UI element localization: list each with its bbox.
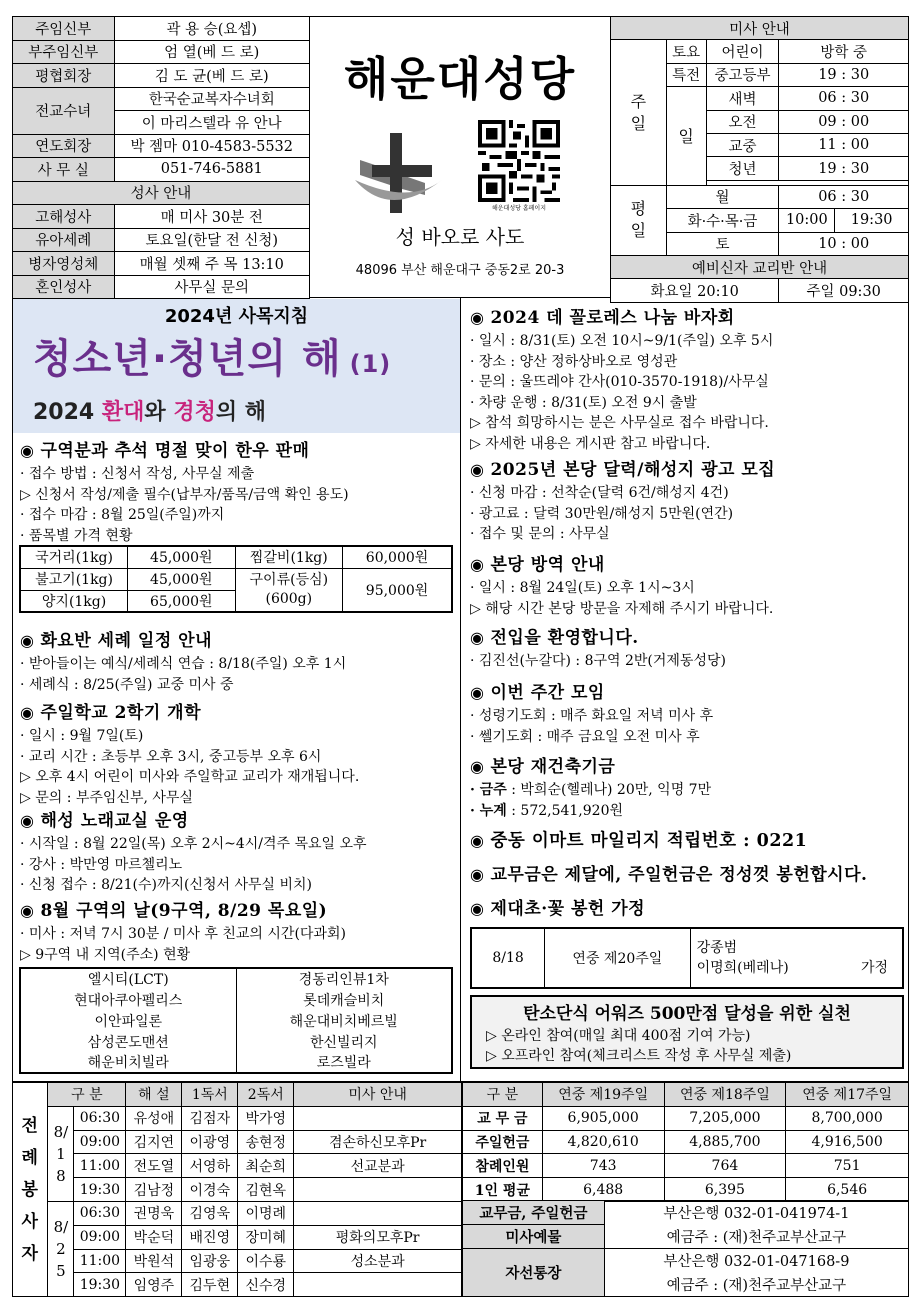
account-number: 부산은행 032-01-041974-1 (604, 1201, 908, 1225)
price-item: 불고기(1kg) (20, 568, 128, 590)
church-header (310, 16, 610, 298)
banner-top: 2024년 사목지침 (164, 306, 309, 327)
mass-youth: 중고등부 (706, 63, 779, 86)
finance-value: 4,916,500 (786, 1130, 909, 1154)
parish-info-table (12, 16, 310, 299)
info-label: 고해성사 (13, 205, 115, 229)
section-beef-sale: ◉ 구역분과 추석 명절 맞이 한우 판매 · 접수 방법 : 신청서 작성, 사무실 제출 ▷ 신청서 작성/제출 필수(납부자/품목/금액 확인 용도) · 접수 마감 : 8월 25일(주일)까지 · 품목별 가격 현황 (20, 438, 349, 546)
section-title: 본당 재건축기금 (490, 757, 616, 777)
section-offering: ◉ 교무금은 제달에, 주일헌금은 정성껏 봉헌합시다. (470, 865, 868, 885)
mass-sat: 토 (666, 232, 779, 255)
mass-tue-time2: 19:30 (835, 209, 909, 232)
finance-header: 연중 제17주일 (786, 1083, 909, 1107)
duty-time: 19:30 (74, 1178, 126, 1202)
info-label: 부주임신부 (13, 40, 115, 64)
info-value: 매월 셋째 주 목 13:10 (114, 252, 310, 276)
section-line: ▷ 9구역 내 지역(주소) 현황 (20, 946, 191, 963)
mass-young: 청년 (706, 157, 779, 180)
info-value: 곽 용 승(요셉) (114, 17, 310, 41)
duty-guide (294, 1273, 462, 1297)
duty-time: 19:30 (74, 1273, 126, 1297)
section-title: 2024 데 꼴로레스 나눔 바자회 (490, 308, 735, 328)
section-disinfection: ◉ 본당 방역 안내 · 일시 : 8월 24일(토) 오후 1시~3시 ▷ 해당 시간 본당 방문을 자제해 주시기 바랍니다. (470, 552, 773, 619)
info-value: 이 마리스텔라 유 안나 (114, 111, 310, 135)
info-value: 토요일(한달 전 신청) (114, 228, 310, 252)
price-value: 65,000원 (128, 590, 235, 612)
section-title: 제대초·꽃 봉헌 가정 (490, 899, 646, 919)
section-title: 8월 구역의 날(9구역, 8/29 목요일) (40, 901, 328, 921)
mass-morning-time: 09 : 00 (779, 110, 909, 133)
mass-children: 어린이 (706, 40, 779, 63)
finance-value: 751 (786, 1154, 909, 1178)
section-line: ▷ 자세한 내용은 게시판 참고 바랍니다. (470, 435, 711, 452)
info-label: 전교수녀 (13, 87, 115, 134)
account-number: 부산은행 032-01-047168-9 (604, 1249, 908, 1273)
price-item: 구이류(등심)(600g) (235, 568, 343, 612)
mass-mon: 월 (666, 185, 779, 208)
price-item: 양지(1kg) (20, 590, 128, 612)
section-title: 본당 방역 안내 (490, 555, 605, 575)
duty-reader2: 김현옥 (238, 1178, 294, 1202)
catechism-tue: 화요일 20:10 (611, 279, 779, 302)
finance-value: 8,700,000 (786, 1106, 909, 1130)
duty-reader1: 임광웅 (182, 1249, 238, 1273)
finance-label: 교 무 금 (463, 1106, 543, 1130)
section-line: · 일시 : 8월 24일(토) 오후 1시~3시 (470, 580, 695, 596)
finance-value: 6,905,000 (542, 1106, 664, 1130)
price-value: 60,000원 (343, 546, 452, 568)
section-sunday-school: ◉ 주일학교 2학기 개학 · 일시 : 9월 7일(토) · 교리 시간 : 초등부 오후 3시, 중고등부 오후 6시 ▷ 오후 4시 어린이 미사와 주일학교 교리가 재개됩니다. ▷ 문의 : 부주임신부, 사무실 (20, 700, 359, 808)
section-altar-flowers: ◉ 제대초·꽃 봉헌 가정 (470, 899, 646, 919)
area-name: 엘시티(LCT) (20, 968, 236, 989)
duty-guide: 평화의모후Pr (294, 1225, 462, 1249)
finance-value: 764 (664, 1154, 786, 1178)
duty-reader2: 장미혜 (238, 1225, 294, 1249)
section-line: ▷ 신청서 작성/제출 필수(납부자/품목/금액 확인 용도) (20, 486, 349, 503)
bank-account-table (462, 1200, 909, 1297)
section-district-day: ◉ 8월 구역의 날(9구역, 8/29 목요일) · 미사 : 저녁 7시 30분 / 미사 후 친교의 시간(다과회) ▷ 9구역 내 지역(주소) 현황 (20, 898, 346, 965)
section-singing-class: ◉ 해성 노래교실 운영 · 시작일 : 8월 22일(목) 오후 2시~4시/격주 목요일 오후 · 강사 : 박만영 마르첼리노 · 신청 접수 : 8/21(수)까지(신청서 사무실 비치) (20, 808, 367, 896)
account-holder: 예금주 : (재)천주교부산교구 (604, 1273, 908, 1297)
duty-commentator: 전도열 (126, 1154, 182, 1178)
area-name: 경동리인뷰1차 (236, 968, 452, 989)
section-line: · 광고료 : 달력 30만원/해성지 5만원(연간) (470, 505, 734, 522)
altar-flower-table (470, 927, 904, 989)
duty-reader2: 신수경 (238, 1273, 294, 1297)
finance-label: 1인 평균 (463, 1178, 543, 1202)
account-label: 자선통장 (463, 1249, 605, 1297)
section-mileage: ◉ 중동 이마트 마일리지 적립번호 : 0221 (470, 831, 808, 851)
duty-commentator: 박원석 (126, 1249, 182, 1273)
area-name: 한신빌리지 (236, 1031, 452, 1052)
liturgy-duty-table (12, 1082, 462, 1297)
section-line: · 누계 : 572,541,920원 (470, 802, 624, 819)
duty-reader2: 송현정 (238, 1130, 294, 1154)
weekday-label: 평일 (611, 185, 667, 255)
section-line: · 미사 : 저녁 7시 30분 / 미사 후 친교의 시간(다과회) (20, 926, 346, 942)
price-value: 95,000원 (343, 568, 452, 612)
sat-label: 토요 (666, 40, 706, 63)
section-line: · 받아들이는 예식/세례식 연습 : 8/18(주일) 오후 1시 (20, 656, 347, 672)
finance-value: 4,885,700 (664, 1130, 786, 1154)
area-name: 롯데캐슬비치 (236, 989, 452, 1010)
carbon-title: 탄소단식 어워즈 500만점 달성을 위한 실천 (523, 1004, 851, 1024)
duty-time: 06:30 (74, 1201, 126, 1225)
info-value: 매 미사 30분 전 (114, 205, 310, 229)
section-line: · 성령기도회 : 매주 화요일 저녁 미사 후 (470, 708, 714, 724)
duty-time: 11:00 (74, 1249, 126, 1273)
section-line: ▷ 해당 시간 본당 방문을 자제해 주시기 바랍니다. (470, 600, 774, 617)
info-label: 사 무 실 (13, 158, 115, 182)
area-name: 로즈빌라 (236, 1052, 452, 1073)
info-value: 박 젬마 010-4583-5532 (114, 134, 310, 158)
duty-reader2: 이수룡 (238, 1249, 294, 1273)
patron-saint: 성 바오로 사도 (395, 225, 525, 249)
info-value: 사무실 문의 (114, 275, 310, 299)
section-line: · 문의 : 울뜨레야 간사(010-3570-1918)/사무실 (470, 374, 769, 390)
mass-school-time: 11 : 00 (779, 133, 909, 156)
section-line: · 신청 접수 : 8/21(수)까지(신청서 사무실 비치) (20, 877, 313, 893)
duty-time: 09:00 (74, 1225, 126, 1249)
section-title: 중동 이마트 마일리지 적립번호 : 0221 (490, 831, 808, 851)
carbon-line: ▷ 온라인 참여(매일 최대 400점 기여 가능) (486, 1028, 751, 1044)
catechism-sun: 주일 09:30 (779, 279, 909, 302)
mass-sat-time: 10 : 00 (779, 232, 909, 255)
section-weekly-meetings: ◉ 이번 주간 모임 · 성령기도회 : 매주 화요일 저녁 미사 후 · 쎌기도회 : 매주 금요일 오전 미사 후 (470, 680, 713, 747)
price-value: 45,000원 (128, 568, 235, 590)
info-label: 주임신부 (13, 17, 115, 41)
finance-value: 4,820,610 (542, 1130, 664, 1154)
duty-time: 11:00 (74, 1154, 126, 1178)
section-welcome: ◉ 전입을 환영합니다. · 김진선(누갈다) : 8구역 2반(거제동성당) (470, 625, 726, 672)
finance-value: 743 (542, 1154, 664, 1178)
section-title: 이번 주간 모임 (490, 683, 605, 703)
section-line: · 시작일 : 8월 22일(목) 오후 2시~4시/격주 목요일 오후 (20, 836, 367, 852)
mass-schedule-table (610, 16, 909, 303)
area-name: 해운비치빌라 (20, 1052, 236, 1073)
info-value: 엄 열(베 드 로) (114, 40, 310, 64)
pastoral-banner (13, 299, 460, 433)
duty-date: 8/25 (48, 1201, 74, 1296)
section-bazaar: ◉ 2024 데 꼴로레스 나눔 바자회 · 일시 : 8/31(토) 오전 10시~9/1(주일) 오후 5시 · 장소 : 양산 정하상바오로 영성관 · 문의 : 울뜨레야 간사(010-3570-1918)/사무실 · 차량 운행 : 8/31(토) 오전 9시 출발 ▷ 참석 희망하시는 분은 사무실로 접수 바랍니다. ▷ 자세한 내용은 게시판 참고 바랍니다. (470, 305, 773, 454)
duty-header: 해 설 (126, 1083, 182, 1107)
section-title: 전입을 환영합니다. (490, 628, 639, 648)
section-line: · 접수 방법 : 신청서 작성, 사무실 제출 (20, 466, 255, 482)
section-title: 2025년 본당 달력/해성지 광고 모집 (490, 460, 776, 480)
section-title: 교무금은 제달에, 주일헌금은 정성껏 봉헌합시다. (490, 865, 868, 885)
banner-main: 청소년·청년의 해 (1) (33, 336, 392, 382)
section-line: · 일시 : 9월 7일(토) (20, 728, 144, 744)
mass-dawn-time: 06 : 30 (779, 87, 909, 110)
mass-mon-time: 06 : 30 (779, 185, 909, 208)
section-line: · 차량 운행 : 8/31(토) 오전 9시 출발 (470, 394, 697, 411)
account-label: 미사예물 (463, 1225, 605, 1249)
area-name: 삼성콘도맨션 (20, 1031, 236, 1052)
duty-commentator: 권명욱 (126, 1201, 182, 1225)
info-value: 한국순교복자수녀회 (114, 87, 310, 111)
duty-commentator: 김남정 (126, 1178, 182, 1202)
info-label: 유아세례 (13, 228, 115, 252)
duty-reader1: 김두현 (182, 1273, 238, 1297)
duty-reader1: 김점자 (182, 1106, 238, 1130)
qr-caption: 해운대성당 홈페이지 (491, 205, 547, 212)
info-label: 평협회장 (13, 64, 115, 88)
info-value: 김 도 균(베 드 로) (114, 64, 310, 88)
mass-school: 교중 (706, 133, 779, 156)
section-title: 해성 노래교실 운영 (40, 811, 189, 831)
info-label: 병자영성체 (13, 252, 115, 276)
carbon-line: ▷ 오프라인 참여(체크리스트 작성 후 사무실 제출) (486, 1048, 792, 1064)
duty-reader2: 박가영 (238, 1106, 294, 1130)
mass-tue-time1: 10:00 (779, 209, 835, 232)
section-calendar-ad: ◉ 2025년 본당 달력/해성지 광고 모집 · 신청 마감 : 선착순(달력 6건/해성지 4건) · 광고료 : 달력 30만원/해성지 5만원(연간) · 접수 및 문의 : 사무실 (470, 457, 775, 545)
section-line: · 금주 : 박희순(헬레나) 20만, 익명 7만 (470, 782, 712, 798)
section-baptism: ◉ 화요반 세례 일정 안내 · 받아들이는 예식/세례식 연습 : 8/18(주일) 오후 1시 · 세례식 : 8/25(주일) 교중 미사 중 (20, 628, 346, 695)
section-line: · 일시 : 8/31(토) 오전 10시~9/1(주일) 오후 5시 (470, 333, 774, 349)
price-table (19, 545, 453, 613)
duty-reader2: 이명례 (238, 1201, 294, 1225)
finance-header: 연중 제19주일 (542, 1083, 664, 1107)
duty-header: 미사 안내 (294, 1083, 462, 1107)
finance-value: 7,205,000 (664, 1106, 786, 1130)
qr-code-icon (478, 120, 560, 202)
flower-family: 강종범 이명희(베레나) 가정 (690, 928, 903, 988)
duty-reader1: 이경숙 (182, 1178, 238, 1202)
sunday-label: 주일 (611, 40, 667, 185)
mass-dawn: 새벽 (706, 87, 779, 110)
section-line: · 장소 : 양산 정하상바오로 영성관 (470, 353, 678, 370)
duty-reader1: 이광영 (182, 1130, 238, 1154)
area-name: 이안파일론 (20, 1010, 236, 1031)
section-line: · 품목별 가격 현황 (20, 527, 133, 544)
mass-morning: 오전 (706, 110, 779, 133)
sacrament-title: 성사 안내 (13, 181, 310, 205)
area-name: 해운대비치베르빌 (236, 1010, 452, 1031)
info-label: 연도회장 (13, 134, 115, 158)
il-label: 일 (666, 87, 706, 186)
duty-time: 06:30 (74, 1106, 126, 1130)
duty-commentator: 김지연 (126, 1130, 182, 1154)
duty-header: 구 분 (48, 1083, 126, 1107)
mass-children-time: 방학 중 (779, 40, 909, 63)
section-line: · 세례식 : 8/25(주일) 교중 미사 중 (20, 676, 234, 693)
duty-commentator: 박순덕 (126, 1225, 182, 1249)
duty-guide: 선교분과 (294, 1154, 462, 1178)
area-name: 현대아쿠아펠리스 (20, 989, 236, 1010)
duty-guide: 겸손하신모후Pr (294, 1130, 462, 1154)
church-logo-icon (350, 125, 450, 215)
duty-guide: 성소분과 (294, 1249, 462, 1273)
price-value: 45,000원 (128, 546, 235, 568)
duty-commentator: 임영주 (126, 1273, 182, 1297)
price-item: 국거리(1kg) (20, 546, 128, 568)
duty-header: 2독서 (238, 1083, 294, 1107)
section-title: 화요반 세례 일정 안내 (40, 631, 213, 651)
section-title: 구역분과 추석 명절 맞이 한우 판매 (40, 441, 310, 461)
flower-week: 연중 제20주일 (545, 928, 690, 988)
section-line: · 교리 시간 : 초등부 오후 3시, 중고등부 오후 6시 (20, 748, 322, 765)
price-item: 찜갈비(1kg) (235, 546, 343, 568)
duty-reader2: 최순희 (238, 1154, 294, 1178)
section-line: · 쎌기도회 : 매주 금요일 오전 미사 후 (470, 728, 700, 745)
flower-date: 8/18 (471, 928, 545, 988)
duty-reader1: 배진영 (182, 1225, 238, 1249)
duty-commentator: 유성애 (126, 1106, 182, 1130)
duty-header: 1독서 (182, 1083, 238, 1107)
church-address: 48096 부산 해운대구 중동2로 20-3 (355, 263, 565, 278)
section-line: · 김진선(누갈다) : 8구역 2반(거제동성당) (470, 653, 726, 669)
finance-table (462, 1082, 909, 1202)
duty-time: 09:00 (74, 1130, 126, 1154)
account-label: 교무금, 주일헌금 (463, 1201, 605, 1225)
section-line: ▷ 참석 희망하시는 분은 사무실로 접수 바랍니다. (470, 415, 769, 431)
duty-guide (294, 1106, 462, 1130)
section-line: · 신청 마감 : 선착순(달력 6건/해성지 4건) (470, 485, 729, 501)
finance-label: 참례인원 (463, 1154, 543, 1178)
duty-date: 8/18 (48, 1106, 74, 1201)
account-holder: 예금주 : (재)천주교부산교구 (604, 1225, 908, 1249)
info-value: 051-746-5881 (114, 158, 310, 182)
mass-young-time: 19 : 30 (779, 157, 909, 180)
special-label: 특전 (666, 63, 706, 86)
church-name: 해운대성당 (343, 52, 577, 106)
finance-value: 6,546 (786, 1178, 909, 1202)
duty-guide (294, 1178, 462, 1202)
duty-guide (294, 1201, 462, 1225)
info-label: 혼인성사 (13, 275, 115, 299)
duty-reader1: 김영욱 (182, 1201, 238, 1225)
duty-side-label: 전례봉사자 (12, 1083, 48, 1297)
section-line: · 강사 : 박만영 마르첼리노 (20, 856, 183, 873)
mass-tue: 화·수·목·금 (666, 209, 779, 232)
mass-title: 미사 안내 (611, 17, 909, 40)
section-line: ▷ 오후 4시 어린이 미사와 주일학교 교리가 재개됩니다. (20, 769, 360, 785)
finance-value: 6,488 (542, 1178, 664, 1202)
section-line: · 접수 및 문의 : 사무실 (470, 526, 610, 542)
finance-value: 6,395 (664, 1178, 786, 1202)
section-line: · 접수 마감 : 8월 25일(주일)까지 (20, 507, 225, 523)
section-line: ▷ 문의 : 부주임신부, 사무실 (20, 789, 193, 806)
catechism-title: 예비신자 교리반 안내 (611, 255, 909, 278)
duty-reader1: 서영하 (182, 1154, 238, 1178)
carbon-fasting-box (470, 995, 904, 1069)
finance-header: 연중 제18주일 (664, 1083, 786, 1107)
section-title: 주일학교 2학기 개학 (40, 703, 202, 723)
banner-sub: 2024 환대와 경청의 해 (33, 400, 267, 425)
district-area-table (19, 967, 453, 1074)
mass-youth-time: 19 : 30 (779, 63, 909, 86)
finance-header: 구 분 (463, 1083, 543, 1107)
section-rebuild-fund: ◉ 본당 재건축기금 · 금주 : 박희순(헬레나) 20만, 익명 7만 · 누계 : 572,541,920원 (470, 754, 711, 821)
finance-label: 주일헌금 (463, 1130, 543, 1154)
